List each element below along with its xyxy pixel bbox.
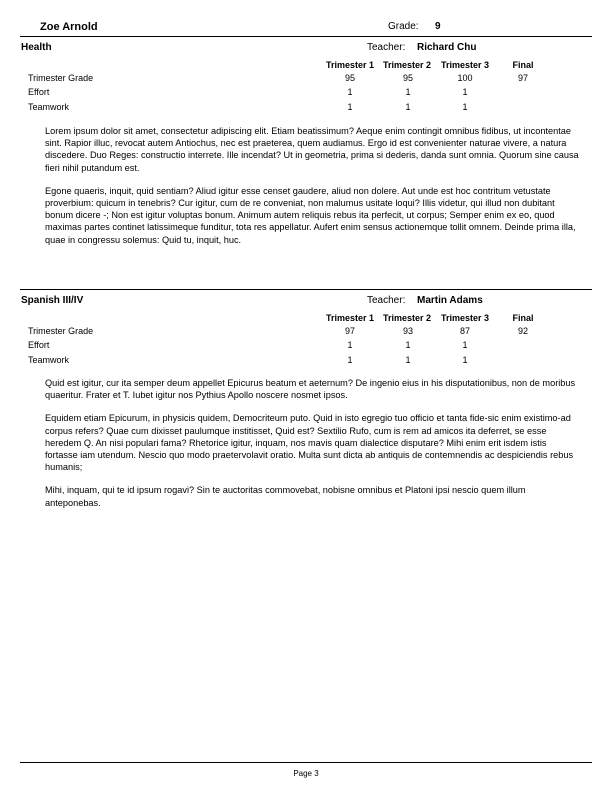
teamwork-cell: 1 — [462, 102, 468, 112]
teacher-label: Teacher: — [367, 42, 406, 53]
row-label-teamwork: Teamwork — [28, 102, 70, 112]
comment-paragraph: Equidem etiam Epicurum, in physicis quidem, Democriteum puto. Quid in isto egregio tuo officio et tanta fide-sic enim existimo-ad corpus refers? Quae cum dixisset paulumque institisset, Quid est? Sextilio Rufo, cum is rem ad amicos ita deferret, se esse heredem Q. An nisi populari fama? Rhetorice igitur, inquam, nos mavis quam dialectice disputare? Mihi enim erit isdem istis fortasse iam utendum. Nescio quo modo praetervolavit oratio. Multa sunt dicta ab antiquis de contemnendis ac despiciendis rebus humanis; — [45, 413, 574, 473]
column-header-trimester-2: Trimester 2 — [382, 313, 432, 323]
row-label-trimester-grade: Trimester Grade — [28, 73, 94, 83]
course-title: Health — [21, 42, 52, 53]
column-header-final: Final — [512, 313, 534, 323]
column-header-trimester-2: Trimester 2 — [382, 60, 432, 70]
comment-paragraph: Quid est igitur, cur ita semper deum appellet Epicurus beatum et aeternum? De ingenio eius in his disputationibus, non de moribus quaeritur. Frater et T. Iubet igitur nos Pythius Apollo noscere nosmet ipsos. — [45, 378, 576, 401]
teacher-name: Richard Chu — [417, 42, 477, 53]
row-label-trimester-grade: Trimester Grade — [28, 326, 94, 336]
grade-label: Grade: — [388, 21, 419, 32]
grade-cell: 87 — [459, 326, 470, 336]
teacher-comments — [45, 125, 580, 257]
effort-cell: 1 — [405, 87, 411, 97]
column-header-trimester-3: Trimester 3 — [440, 313, 490, 323]
comment-paragraph: Egone quaeris, inquit, quid sentiam? Aliud igitur esse censet gaudere, aliud non dolere. Aut unde est hoc contritum vetustate proverbium: quicum in tenebris? Cur igitur, cum de re conveniat, non malumus usitate loqui? Illis videtur, qui illud non dubitant bonum dicere -; Non est igitur voluptas bonum. Animum autem reliquis rebus ita perfecit, ut corpus; Semper enim ex eo, quod maximas partes continet latissimeque funditur, tota res appellatur. Aufert enim sensus actionemque tollit omnem. Deinde prima illa, quae in congressu solemus: Quid tu, inquit, huc. — [45, 185, 576, 245]
student-name: Zoe Arnold — [40, 21, 98, 33]
course-section-health — [20, 42, 592, 272]
effort-cell: 1 — [462, 340, 468, 350]
teamwork-cell: 1 — [347, 355, 353, 365]
effort-cell: 1 — [405, 340, 411, 350]
grade-cell: 92 — [517, 326, 528, 336]
row-label-effort: Effort — [28, 340, 50, 350]
section-divider — [20, 289, 592, 290]
comment-paragraph: Mihi, inquam, qui te id ipsum rogavi? Sin te auctoritas commovebat, nobisne omnibus et Platoni ipsi nescio quem illum anteponebas. — [45, 485, 526, 508]
grade-cell: 100 — [457, 73, 473, 83]
course-title: Spanish III/IV — [21, 295, 84, 306]
course-section-spanish — [20, 295, 592, 525]
grade-cell: 97 — [344, 326, 355, 336]
grade-cell: 95 — [344, 73, 355, 83]
grade-value: 9 — [435, 21, 441, 32]
teacher-comments — [45, 377, 580, 520]
teacher-name: Martin Adams — [417, 295, 483, 306]
row-label-effort: Effort — [28, 87, 50, 97]
effort-cell: 1 — [462, 87, 468, 97]
teamwork-cell: 1 — [462, 355, 468, 365]
grade-cell: 93 — [402, 326, 413, 336]
teacher-label: Teacher: — [367, 295, 406, 306]
effort-cell: 1 — [347, 87, 353, 97]
teamwork-cell: 1 — [405, 102, 411, 112]
footer-divider — [20, 762, 592, 763]
column-header-trimester-1: Trimester 1 — [325, 313, 375, 323]
page-number: Page 3 — [293, 769, 319, 778]
column-header-final: Final — [512, 60, 534, 70]
grade-cell: 97 — [517, 73, 528, 83]
row-label-teamwork: Teamwork — [28, 355, 70, 365]
comment-paragraph: Lorem ipsum dolor sit amet, consectetur adipiscing elit. Etiam beatissimum? Aeque enim contingit omnibus fidibus, ut incontentae sint. Rapior illuc, revocat autem Antiochus, nec est praeterea, quem audiamus. Ergo id est convenienter naturae vivere, a natura discedere. Duo Reges: constructio interrete. Ille incendat? Ut in geometria, prima si dederis, danda sunt omnia. Quorum sine causa fieri nihil putandum est. — [45, 126, 579, 173]
column-header-trimester-3: Trimester 3 — [440, 60, 490, 70]
teamwork-cell: 1 — [405, 355, 411, 365]
grade-cell: 95 — [402, 73, 413, 83]
header-divider — [20, 36, 592, 37]
teamwork-cell: 1 — [347, 102, 353, 112]
column-header-trimester-1: Trimester 1 — [325, 60, 375, 70]
effort-cell: 1 — [347, 340, 353, 350]
